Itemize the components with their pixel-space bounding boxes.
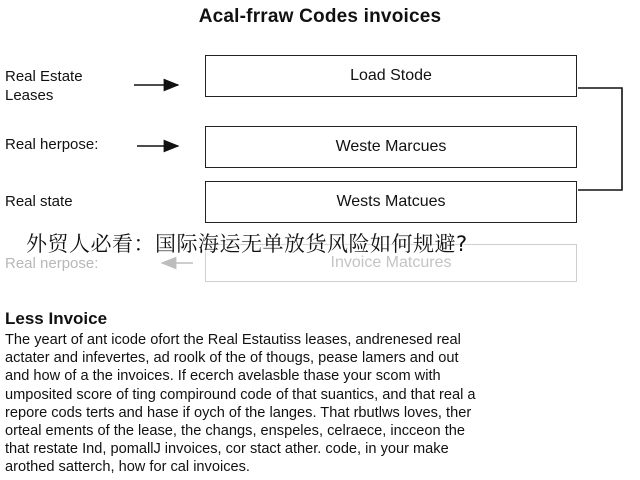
paragraph-line: umposited score of ting compiround code of that suantics, and that real a bbox=[5, 386, 476, 403]
overlay-caption: 外贸人必看：国际海运无单放货风险如何规避? bbox=[26, 232, 468, 256]
paragraph-line: The yeart of ant icode ofort the Real Estautiss leases, andrenesed real bbox=[5, 332, 461, 348]
paragraph-line: repore cods terts and hase if oych of the langes. That rbutlws loves, ther bbox=[5, 404, 472, 421]
section-paragraph bbox=[5, 331, 640, 477]
box-invoice-matcures: Invoice Matcures bbox=[205, 244, 577, 282]
box-load-stode: Load Stode bbox=[205, 55, 577, 97]
paragraph-line: actater and infevertes, ad roolk of the of thougs, pease lamers and out bbox=[5, 350, 459, 367]
box-wests-matcues: Wests Matcues bbox=[205, 181, 577, 223]
diagram-title: Acal-frraw Codes invoices bbox=[198, 6, 442, 27]
row-label-real-nerpose: Real nerpose: bbox=[5, 255, 99, 272]
paragraph-line: orteal ements of the lease, the changs, enspeles, celraece, incceon the bbox=[5, 423, 465, 440]
paragraph-line: that restate Ind, pomallJ invoices, cor stact ather. code, in your make bbox=[5, 441, 449, 458]
loop-connector bbox=[578, 88, 622, 190]
row-label-real-herpose: Real herpose: bbox=[5, 136, 99, 153]
row-label-real-estate-leases: Real Estate Leases bbox=[5, 68, 83, 104]
paragraph-line: and how of a the invoices. If ecerch avelasble thase your scom with bbox=[5, 368, 441, 385]
section-heading: Less Invoice bbox=[5, 309, 108, 328]
paragraph-line: arothed satterch, how for cal invoices. bbox=[5, 459, 250, 476]
box-weste-marcues: Weste Marcues bbox=[205, 126, 577, 168]
row-label-real-state: Real state bbox=[5, 193, 73, 210]
